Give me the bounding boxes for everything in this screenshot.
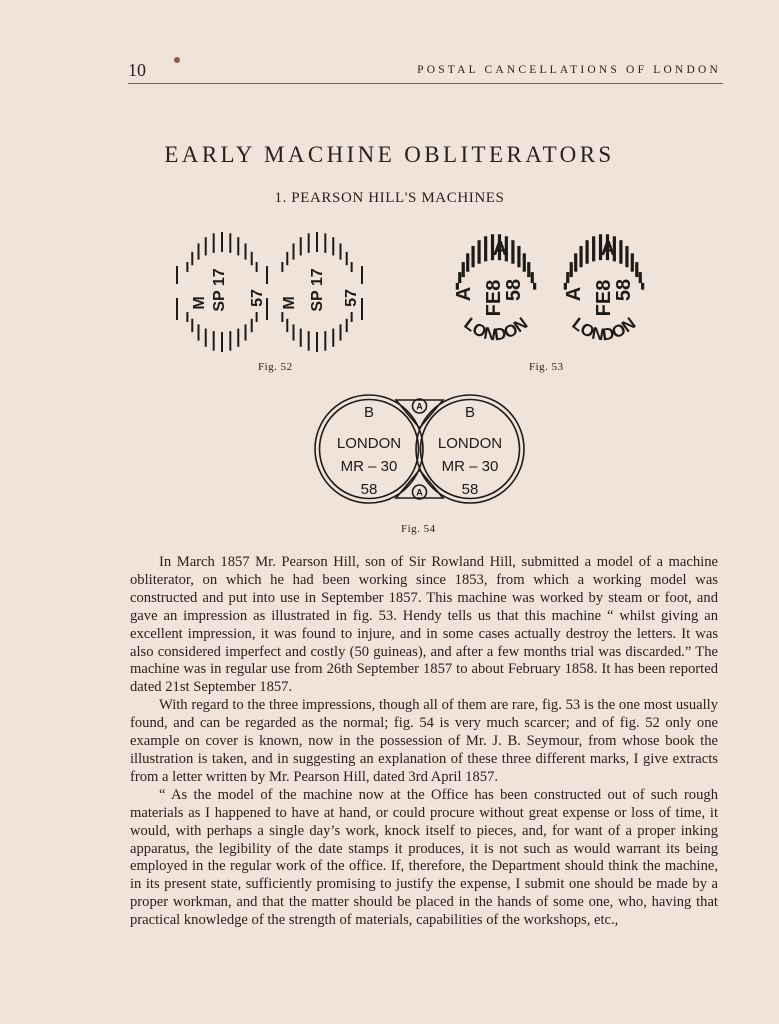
fig53-left-date: FE8 xyxy=(483,279,505,317)
fig53-left-year: 58 xyxy=(503,278,525,302)
svg-text:LONDON xyxy=(460,314,531,345)
fig53-stamp xyxy=(440,228,670,358)
fig54-caption: Fig. 54 xyxy=(401,523,436,535)
fig54-right-letter: B xyxy=(464,404,476,421)
paragraph-2: With regard to the three impressions, though all of them are rare, fig. 53 is the one most usually found, and can be regarded as the normal; fig. 54 is very much scarcer; and of fig. 52 only one example on cover is known, now in the possession of Mr. J. B. Seymour, from whose book the illustration is taken, and in suggesting an explanation of these three different marks, I give extracts from a letter written by Mr. Pearson Hill, dated 3rd April 1857. xyxy=(130,697,718,785)
fig54-left-year: 58 xyxy=(360,481,378,498)
fig53-left-top-letter: A xyxy=(492,238,508,260)
fig53-left-town: LONDON xyxy=(460,313,532,345)
page-title: EARLY MACHINE OBLITERATORS xyxy=(164,142,615,167)
fig54-diamond-bottom-letter: A xyxy=(416,487,423,498)
header-rule xyxy=(128,83,723,84)
fig53-right-top-letter: A xyxy=(600,238,616,260)
fig52-stamp xyxy=(172,228,372,358)
fig54-stamp xyxy=(312,392,527,507)
fig52-left-letter: M xyxy=(191,296,208,310)
fig52-left-year: 57 xyxy=(249,289,266,307)
fig52-caption: Fig. 52 xyxy=(258,361,293,373)
fig54-right-date: MR – 30 xyxy=(441,458,499,475)
fig53-right-town: LONDON xyxy=(568,313,640,345)
fig54-right-year: 58 xyxy=(461,481,479,498)
running-title: POSTAL CANCELLATIONS OF LONDON xyxy=(417,64,721,76)
fig52-left-date: SP 17 xyxy=(211,268,228,312)
section-subtitle: 1. PEARSON HILL'S MACHINES xyxy=(274,190,505,206)
fig53-left-side-letter: A xyxy=(453,286,475,302)
paragraph-1: In March 1857 Mr. Pearson Hill, son of Sir Rowland Hill, submitted a model of a machine obliterator, on which he had been working since 1853, from which a working model was constructed and put into use in September 1857. This machine was worked by steam or foot, and gave an impression as illustrated in fig. 53. Hendy tells us that this machine “ whilst giving an excellent impression, it was found to injure, and in some cases actually destroy the letters. It was also considered imperfect and costly (50 guineas), and after a few months trial was discarded.” The machine was in regular use from 26th September 1857 to about February 1858. It has been reported dated 21st September 1857. xyxy=(130,554,718,696)
paragraph-3: “ As the model of the machine now at the Office has been constructed out of such rough materials as I happened to have at hand, or could procure without great expense or loss of time, it would, with perhaps a single day’s work, knock itself to pieces, and, for want of a proper inking apparatus, the legibility of the date stamps it produces, it is not such as would warrant its being employed in the regular work of the office. If, therefore, the Department should think the machine, in its present state, sufficiently promising to justify the expense, I submit one should be made by a proper workman, and that the matter should be placed in the hands of some one, who, having that practical knowledge of the strength of materials, capabilities of the workshops, etc., xyxy=(130,786,718,929)
fig54-left-letter: B xyxy=(363,404,375,421)
body-text xyxy=(130,554,718,930)
ink-spot xyxy=(174,57,180,63)
fig53-right-date: FE8 xyxy=(593,279,615,317)
fig52-right-letter: M xyxy=(281,296,298,310)
fig53-caption: Fig. 53 xyxy=(529,361,564,373)
fig54-left-town: LONDON xyxy=(336,435,402,452)
fig53-right-side-letter: A xyxy=(563,286,585,302)
fig53-right-year: 58 xyxy=(613,278,635,302)
fig54-left-date: MR – 30 xyxy=(340,458,398,475)
fig52-right-date: SP 17 xyxy=(309,268,326,312)
fig54-diamond-top-letter: A xyxy=(416,401,423,412)
fig52-right-year: 57 xyxy=(343,289,360,307)
page-number: 10 xyxy=(128,60,146,80)
svg-text:LONDON xyxy=(568,314,639,345)
fig54-right-town: LONDON xyxy=(437,435,503,452)
